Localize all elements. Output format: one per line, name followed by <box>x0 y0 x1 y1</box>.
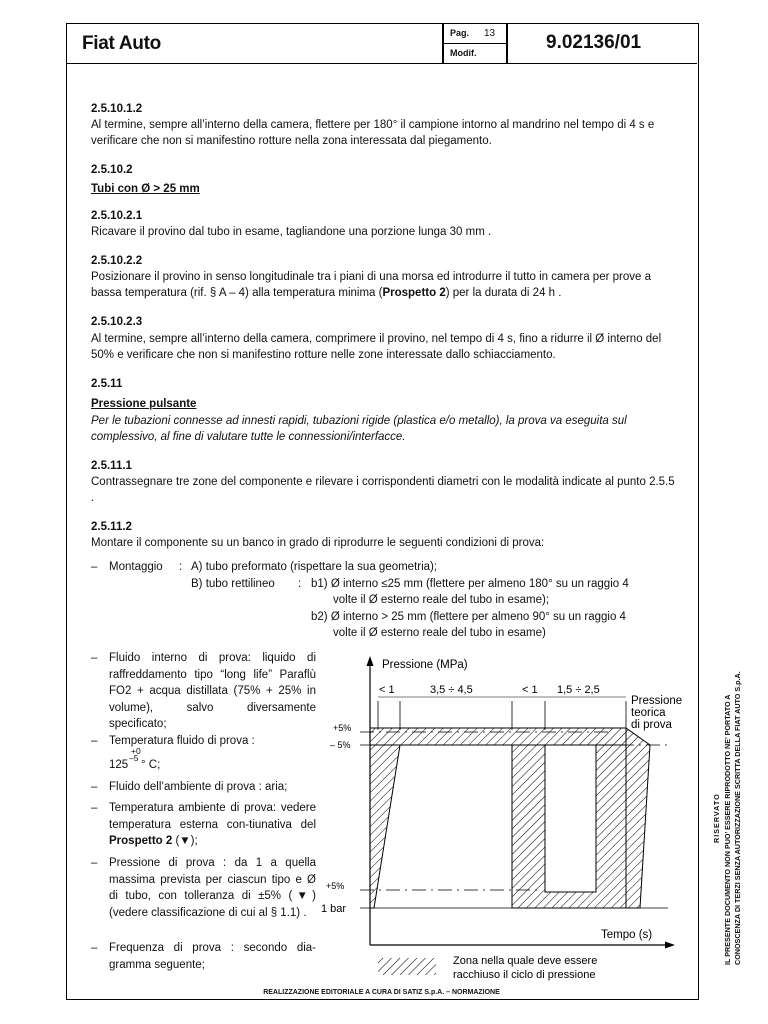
section-number: 2.5.11.1 <box>91 460 132 472</box>
theoretical-pressure-label: teorica <box>631 707 666 719</box>
list-item: – Fluido interno di prova: liquido di raffreddamento tipo “long life” Paraflù FO2 + acqua distillata (75% + 25% in volume), salvo diversamente specificato; <box>91 652 316 730</box>
list-item: – Frequenza di prova : secondo dia-gramma seguente; <box>91 942 316 971</box>
section-text: Posizionare il provino in senso longitudinale tra i piani di una morsa ed introdurre il tutto in camera per prove a bassa temperatura (rif. § A – 4) alla temperatura minima (Prospetto 2) per la durata di 24 h . <box>91 271 651 299</box>
theoretical-pressure-label: di prova <box>631 719 672 731</box>
mount-option-b: B) tubo rettilineo <box>191 578 275 590</box>
section-text: Al termine, sempre all’interno della camera, flettere per 180° il campione intorno al mandrino nel tempo di 4 s e verificare che non si manifestino rotture nella zona interessata dal piegamento. <box>91 119 655 147</box>
tolerance-zone <box>370 728 626 745</box>
section-note: Per le tubazioni connesse ad innesti rapidi, tubazioni rigide (plastica e/o metallo), la prova va eseguita sul complessivo, al fine di valutare tutte le connessioni/interfacce. <box>91 415 627 443</box>
section-text: Al termine, sempre all’interno della camera, comprimere il provino, nel tempo di 4 s, fino a ridurre il Ø interno del 50% e verificare che non si manifestino rotture nelle zone interessate dallo schiacciamento. <box>91 333 662 361</box>
legend-swatch <box>378 958 436 975</box>
x-axis-title: Tempo (s) <box>601 929 653 941</box>
section-number: 2.5.10.2 <box>91 164 133 176</box>
mount-colon: : <box>298 578 302 590</box>
page-number: 13 <box>484 28 496 39</box>
y-axis-title: Pressione (MPa) <box>382 659 468 671</box>
y-axis-arrow <box>367 656 374 666</box>
legend-text: Zona nella quale deve essere <box>453 955 598 967</box>
theoretical-pressure-label: Pressione <box>631 695 683 707</box>
list-item: – Temperatura ambiente di prova: vedere temperatura esterna con-tiunativa del Prospetto 2 (▼); <box>91 802 316 847</box>
temperature-value: +0 125 –5 ° C; <box>109 746 161 771</box>
x-axis-arrow <box>665 942 675 949</box>
mount-b1-cont: volte il Ø esterno reale del tubo in esame); <box>333 594 550 606</box>
baseline-label: 1 bar <box>321 903 347 915</box>
tolerance-label: +5% <box>326 881 345 891</box>
section-text: Ricavare il provino dal tubo in esame, tagliandone una porzione lunga 30 mm . <box>91 226 492 238</box>
tolerance-zone <box>370 745 400 908</box>
tolerance-zone <box>512 745 626 908</box>
section-title: Pressione pulsante <box>91 398 197 410</box>
mount-label: Montaggio <box>109 561 163 573</box>
confidentiality-note: RISERVATO IL PRESENTE DOCUMENTO NON PUO’ ESSERE RIPRODOTTO NE’ PORTATO A CONOSCENZA DI TERZI SENZA AUTORIZZAZIONE SCRITTA DELLA FIAT AUTO S.p.A. <box>712 671 742 965</box>
tolerance-label: – 5% <box>330 740 351 750</box>
duration-label: 1,5 ÷ 2,5 <box>557 684 600 696</box>
section-number: 2.5.10.2.2 <box>91 255 143 267</box>
duration-label: < 1 <box>522 684 538 696</box>
brand-logo: Fiat Auto <box>82 33 161 54</box>
tolerance-zone <box>626 728 650 908</box>
list-item: – Temperatura fluido di prova : <box>91 735 255 747</box>
duration-label: < 1 <box>379 684 395 696</box>
page-label: Pag. <box>450 28 470 38</box>
modif-label: Modif. <box>450 48 477 58</box>
list-item: – Pressione di prova : da 1 a quella massima prevista per ciascun tipo e Ø di tubo, con tolleranza di ±5% (▼) (vedere classificazione di cui al § 1.1) . <box>91 857 316 919</box>
section-text: Contrassegnare tre zone del componente e rilevare i corrispondenti diametri con le modalità indicate al punto 2.5.5 . <box>91 476 675 504</box>
section-number: 2.5.11 <box>91 378 123 390</box>
section-number: 2.5.10.2.1 <box>91 210 143 222</box>
section-title: Tubi con Ø > 25 mm <box>91 183 200 195</box>
duration-label: 3,5 ÷ 4,5 <box>430 684 473 696</box>
mount-dash: – <box>91 561 98 573</box>
mount-colon: : <box>179 561 183 573</box>
document-number: 9.02136/01 <box>546 32 642 53</box>
list-item: – Fluido dell’ambiente di prova : aria; <box>91 781 288 793</box>
tolerance-label: +5% <box>333 723 352 733</box>
section-number: 2.5.10.1.2 <box>91 103 143 115</box>
page-footer: REALIZZAZIONE EDITORIALE A CURA DI SATIZ S.p.A. – NORMAZIONE <box>263 989 500 996</box>
section-number: 2.5.11.2 <box>91 521 132 533</box>
legend-text: racchiuso il ciclo di pressione <box>453 969 596 981</box>
section-number: 2.5.10.2.3 <box>91 316 143 328</box>
mount-b1: b1) Ø interno ≤25 mm (flettere per almeno 180° su un raggio 4 <box>311 578 629 590</box>
mount-option-a: A) tubo preformato (rispettare la sua geometria); <box>191 561 438 573</box>
mount-b2: b2) Ø interno > 25 mm (flettere per almeno 90° su un raggio 4 <box>311 611 626 623</box>
section-text: Montare il componente su un banco in grado di riprodurre le seguenti condizioni di prova: <box>91 537 545 549</box>
mount-b2-cont: volte il Ø esterno reale del tubo in esame) <box>333 627 546 639</box>
